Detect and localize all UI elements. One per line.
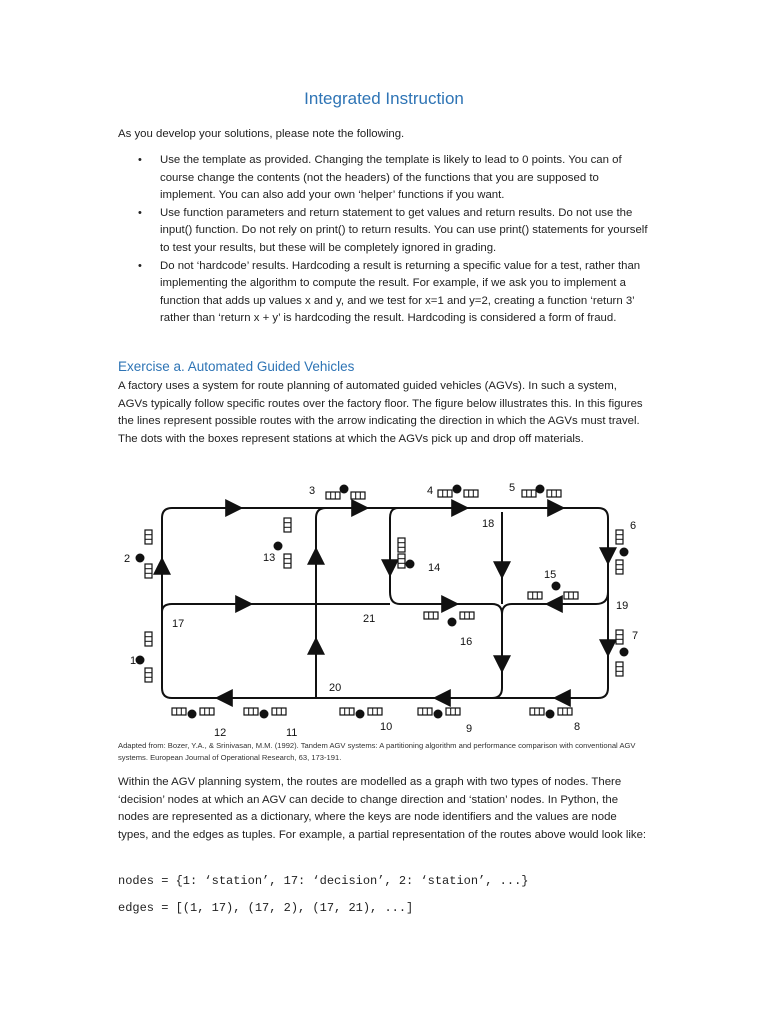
page-title: Integrated Instruction [304, 89, 464, 108]
code-nodes: nodes = {1: ‘station’, 17: ‘decision’, 2: ‘station’, ...} [118, 874, 529, 888]
agv-route-diagram [118, 472, 648, 740]
list-item-text: Use function parameters and return statement to get values and return results. Do not use the input() function. Do not rely on print() to return results. You can use print() statements for yourself to test your results, but these will be completely ignored in grading. [160, 206, 648, 254]
node-label-3: 3 [309, 485, 316, 497]
node-label-7: 7 [632, 630, 639, 642]
bullet-icon: • [138, 259, 142, 272]
list-item-text: Use the template as provided. Changing the template is likely to lead to 0 points. You can of course change the contents (not the headers) of the functions that you are supposed to implement. You can also add your own ‘helper’ functions if you want. [160, 154, 622, 202]
agv-route-figure [118, 472, 648, 740]
figure-caption: Adapted from: Bozer, Y.A., & Srinivasan, M.M. (1992). Tandem AGV systems: A partitioning algorithm and performance comparison with conventional AGV systems. European Journal of Operational Research, 63, 173-191. [118, 741, 636, 762]
bullet-icon: • [138, 206, 142, 219]
code-edges: edges = [(1, 17), (17, 2), (17, 21), ...] [118, 901, 414, 915]
node-label-11: 11 [286, 727, 298, 739]
node-label-12: 12 [214, 727, 227, 739]
bullet-icon: • [138, 154, 142, 166]
node-label-14: 14 [428, 562, 441, 574]
graph-paragraph: Within the AGV planning system, the routes are modelled as a graph with two types of nodes. There ‘decision’ nodes at which an AGV can decide to change direction and ‘station’ nodes. In Python, the nodes are represented as a dictionary, where the keys are node identifiers and the values are node types, and the edges as tuples. For example, a partial representation of the routes above would look like: [118, 776, 647, 841]
node-label-21: 21 [363, 613, 376, 625]
node-label-4: 4 [427, 485, 434, 497]
node-label-5: 5 [509, 482, 516, 494]
node-label-1: 1 [130, 655, 137, 667]
node-label-10: 10 [380, 721, 393, 733]
node-label-17: 17 [172, 618, 185, 630]
intro-text: As you develop your solutions, please note the following. [118, 128, 405, 140]
node-label-20: 20 [329, 682, 342, 694]
instruction-list [118, 152, 648, 328]
node-label-16: 16 [460, 636, 473, 648]
list-item [118, 205, 648, 258]
node-label-18: 18 [482, 518, 495, 530]
node-label-2: 2 [124, 553, 131, 565]
exercise-heading: Exercise a. Automated Guided Vehicles [118, 359, 355, 374]
station-markers [136, 485, 629, 719]
list-item [118, 152, 648, 205]
node-label-15: 15 [544, 569, 557, 581]
list-item [118, 258, 648, 328]
node-label-6: 6 [630, 520, 637, 532]
node-label-8: 8 [574, 721, 581, 733]
node-labels [124, 482, 638, 739]
node-label-13: 13 [263, 552, 276, 564]
list-item-text: Do not ‘hardcode’ results. Hardcoding a result is returning a specific value for a test, rather than implementing the algorithm to compute the result. For example, if we ask you to implement a function that adds up values x and y, and we test for x=1 and y=2, creating a function ‘return 3’ rather than ‘return x + y’ is hardcoding the result. Hardcoding is considered a form of fraud. [160, 259, 641, 325]
node-label-19: 19 [616, 600, 629, 612]
node-label-9: 9 [466, 723, 473, 735]
exercise-paragraph: A factory uses a system for route planning of automated guided vehicles (AGVs). In such a system, AGVs typically follow specific routes over the factory floor. The figure below illustrates this. In this figures the lines represent possible routes with the arrow indicating the direction in which the AGVs must travel. The dots with the boxes represent stations at which the AGVs pick up and drop off materials. [118, 380, 643, 445]
